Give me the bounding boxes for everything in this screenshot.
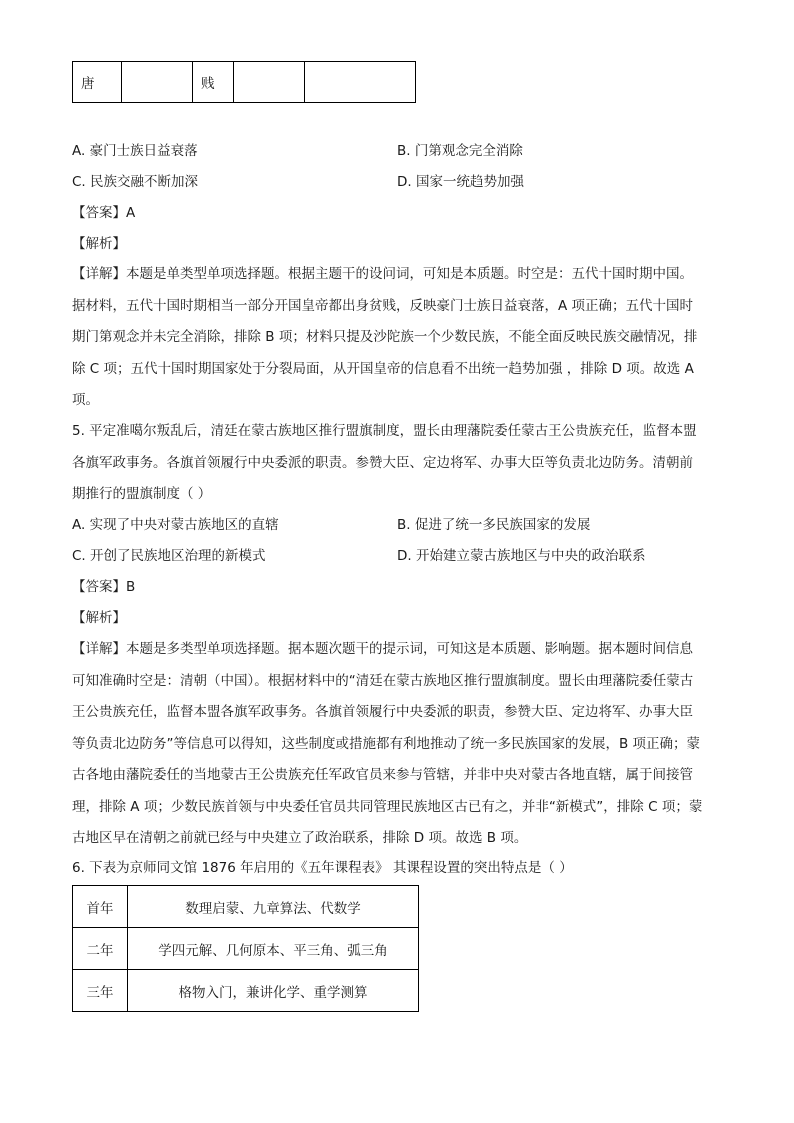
- table-cell: [234, 62, 305, 103]
- table-row: [73, 928, 419, 970]
- course-schedule-table: [72, 885, 419, 1012]
- q4-option-a: A. 豪门士族日益衰落: [72, 143, 198, 159]
- paragraph-line: 除 C 项；五代十国时期国家处于分裂局面，从开国皇帝的信息看不出统一趋势加强 ，排除 D 项。故选 A: [72, 360, 694, 377]
- paragraph-line: 理，排除 A 项；少数民族首领与中央委任官员共同管理民族地区古已有之，并非“新模式”，排除 C 项；蒙: [72, 798, 703, 815]
- q4-answer: 【答案】A: [72, 205, 136, 221]
- table-cell: [122, 62, 193, 103]
- table-cell-year: 三年: [73, 970, 128, 1012]
- paragraph-line: 古各地由藩院委任的当地蒙古王公贵族充任军政官员来参与管辖，并非中央对蒙古各地直辖，属于间接管: [72, 767, 693, 783]
- table-cell: 唐: [73, 62, 122, 103]
- paragraph-line: 【详解】本题是多类型单项选择题。据本题次题干的提示词，可知这是本质题、影响题。据本题时间信息: [72, 641, 693, 657]
- q5-option-a: A. 实现了中央对蒙古族地区的直辖: [72, 517, 279, 533]
- table-cell-year: 首年: [73, 886, 128, 928]
- paragraph-line: 期门第观念并未完全消除，排除 B 项；材料只提及沙陀族一个少数民族，不能全面反映民族交融情况，排: [72, 329, 698, 345]
- table-row: [73, 970, 419, 1012]
- paragraph-line: 项。: [72, 392, 99, 408]
- paragraph-line: 【详解】本题是单类型单项选择题。根据主题干的设问词，可知是本质题。时空是：五代十国时期中国。: [72, 266, 693, 282]
- q5-analysis-label: 【解析】: [72, 610, 126, 626]
- comparison-table-fragment: [72, 61, 416, 103]
- table-cell: [305, 62, 416, 103]
- paragraph-line: 各旗军政事务。各旗首领履行中央委派的职责。参赞大臣、定边将军、办事大臣等负责北边防务。清朝前: [72, 454, 693, 471]
- paragraph-line: 可知准确时空是：清朝（中国）。根据材料中的“清廷在蒙古族地区推行盟旗制度。盟长由理藩院委任蒙古: [72, 672, 694, 689]
- q5-option-b: B. 促进了统一多民族国家的发展: [397, 517, 591, 533]
- table-cell-courses: 学四元解、几何原本、平三角、弧三角: [128, 928, 419, 970]
- q6-stem: 6. 下表为京师同文馆 1876 年启用的《五年课程表》 其课程设置的突出特点是（ ）: [72, 860, 573, 876]
- table-cell-courses: 格物入门，兼讲化学、重学测算: [128, 970, 419, 1012]
- q5-option-d: D. 开始建立蒙古族地区与中央的政治联系: [397, 548, 646, 564]
- q5-detail-paragraph: [72, 634, 724, 855]
- table-cell-courses: 数理启蒙、九章算法、代数学: [128, 886, 419, 928]
- q5-stem: [72, 416, 724, 511]
- paragraph-line: 期推行的盟旗制度（ ）: [72, 486, 212, 502]
- q5-option-c: C. 开创了民族地区治理的新模式: [72, 548, 266, 564]
- q5-answer: 【答案】B: [72, 579, 136, 595]
- table-row: [73, 62, 416, 103]
- q4-analysis-label: 【解析】: [72, 236, 126, 252]
- paragraph-line: 古地区早在清朝之前就已经与中央建立了政治联系，排除 D 项。故选 B 项。: [72, 830, 528, 846]
- q4-option-d: D. 国家一统趋势加强: [397, 174, 524, 190]
- table-cell: 贱: [193, 62, 234, 103]
- paragraph-line: 5. 平定准噶尔叛乱后，清廷在蒙古族地区推行盟旗制度，盟长由理藩院委任蒙古王公贵族充任，监督本盟: [72, 423, 697, 439]
- q4-detail-paragraph: [72, 259, 724, 417]
- q4-option-c: C. 民族交融不断加深: [72, 174, 199, 190]
- q4-option-b: B. 门第观念完全消除: [397, 143, 523, 159]
- paragraph-line: 王公贵族充任，监督本盟各旗军政事务。各旗首领履行中央委派的职责，参赞大臣、定边将军、办事大臣: [72, 704, 693, 720]
- table-row: [73, 886, 419, 928]
- paragraph-line: 据材料，五代十国时期相当一部分开国皇帝都出身贫贱，反映豪门士族日益衰落，A 项正确；五代十国时: [72, 297, 694, 314]
- table-cell-year: 二年: [73, 928, 128, 970]
- paragraph-line: 等负责北边防务”等信息可以得知，这些制度或措施都有利地推动了统一多民族国家的发展，B 项正确；蒙: [72, 735, 701, 752]
